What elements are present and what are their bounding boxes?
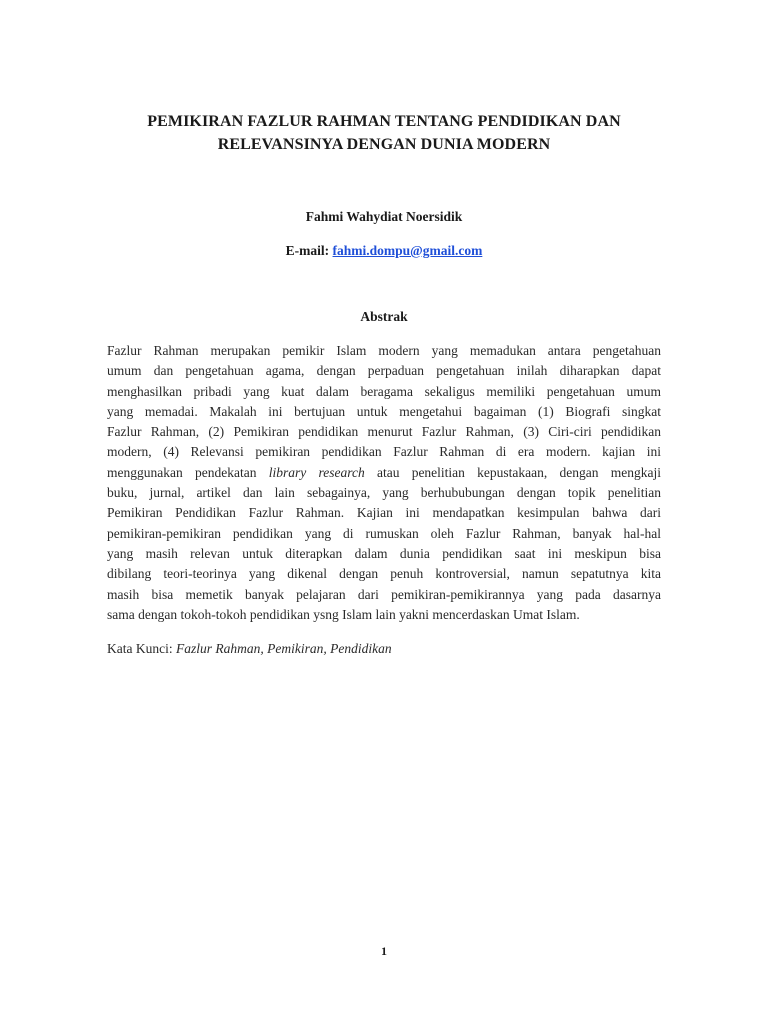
abstract-line: buku, jurnal, artikel dan lain sebagainya, yang berhububungan dengan topik penelitian (107, 485, 661, 501)
keywords-label: Kata Kunci: (107, 641, 173, 656)
abstract-line (107, 463, 661, 483)
paper-title-line-1: PEMIKIRAN FAZLUR RAHMAN TENTANG PENDIDIKAN DAN (147, 113, 621, 130)
author-email (100, 243, 668, 259)
abstract-line: pemikiran-pemikiran pendidikan yang di rumuskan oleh Fazlur Rahman, banyak hal-hal (107, 525, 661, 541)
abstract-italic-term: library research (268, 464, 365, 480)
abstract-line: Pemikiran Pendidikan Fazlur Rahman. Kajian ini mendapatkan kesimpulan bahwa dari (107, 505, 661, 521)
email-label: E-mail: (285, 243, 330, 258)
keywords-values: Fazlur Rahman, Pemikiran, Pendidikan (175, 641, 392, 656)
abstract-line: yang masih relevan untuk diterapkan dalam dunia pendidikan saat ini meskipun bisa (107, 545, 661, 561)
page-number: 1 (381, 944, 387, 958)
paper-title (100, 110, 668, 156)
keywords (107, 640, 392, 658)
abstract-line: menghasilkan pribadi yang kuat dalam beragama sekaligus memiliki pengetahuan umum (107, 383, 661, 399)
email-link[interactable]: fahmi.dompu@gmail.com (332, 243, 483, 258)
abstract-line: dibilang teori-teorinya yang dikenal dengan penuh kontroversial, namun sepatutnya kita (107, 566, 661, 582)
abstract-line: Fazlur Rahman, (2) Pemikiran pendidikan menurut Fazlur Rahman, (3) Ciri-ciri pendidikan (107, 424, 661, 440)
abstract-line: umum dan pengetahuan agama, dengan perpaduan pengetahuan inilah diharapkan dapat (107, 363, 661, 379)
abstract-text: menggunakan pendekatan (107, 464, 269, 480)
author-name: Fahmi Wahydiat Noersidik (305, 209, 463, 224)
abstract-line: masih bisa memetik banyak pelajaran dari pemikiran-pemikirannya yang pada dasarnya (107, 586, 661, 602)
abstract-line: modern, (4) Relevansi pemikiran pendidikan Fazlur Rahman di era modern. kajian ini (107, 444, 661, 460)
abstract-line: yang memadai. Makalah ini bertujuan untuk mengetahui bagaiman (1) Biografi singkat (107, 403, 661, 419)
abstract-heading: Abstrak (360, 309, 408, 324)
abstract-line: Fazlur Rahman merupakan pemikir Islam modern yang memadukan antara pengetahuan (107, 343, 661, 358)
abstract-text: atau penelitian kepustakaan, dengan mengkaji (364, 464, 661, 480)
abstract-body (107, 341, 661, 625)
paper-title-line-2: RELEVANSINYA DENGAN DUNIA MODERN (217, 136, 551, 153)
abstract-line: sama dengan tokoh-tokoh pendidikan ysng Islam lain yakni mencerdaskan Umat Islam. (107, 606, 580, 622)
